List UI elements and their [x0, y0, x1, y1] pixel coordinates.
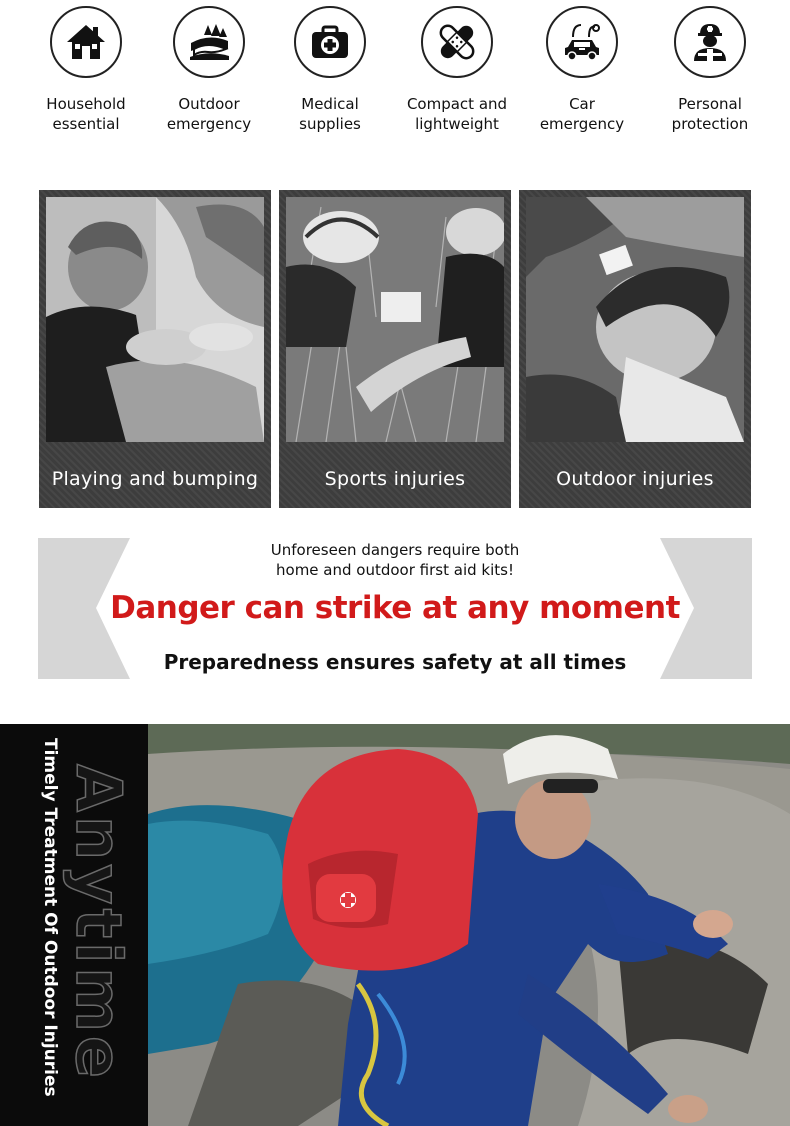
- hero-photo-climber: [148, 724, 790, 1126]
- hero-big-word: Anytime: [62, 764, 135, 1083]
- feature-label: Car emergency: [539, 95, 625, 133]
- medical-kit-icon: [294, 6, 366, 78]
- scenario-caption: Playing and bumping: [51, 468, 259, 490]
- car-stethoscope-icon: [546, 6, 618, 78]
- feature-compact: [397, 6, 517, 134]
- banner-tagline: Preparedness ensures safety at all times: [163, 650, 627, 674]
- house-icon: [50, 6, 122, 78]
- scenario-card-sports: [279, 190, 511, 508]
- scenario-card-outdoor: [519, 190, 751, 508]
- rescuer-icon: [674, 6, 746, 78]
- feature-label: Medical supplies: [299, 95, 361, 133]
- photo-head-wound-dressing: [526, 197, 744, 442]
- feature-outdoor: [149, 6, 269, 134]
- feature-household: [26, 6, 146, 134]
- scenario-caption: Sports injuries: [324, 468, 466, 490]
- scenario-card-playing: [39, 190, 271, 508]
- scenario-caption: Outdoor injuries: [556, 468, 714, 490]
- hero-side-panel: [0, 724, 148, 1126]
- outdoor-landscape-icon: [173, 6, 245, 78]
- feature-icons-row: [0, 0, 790, 150]
- feature-medical: [270, 6, 390, 134]
- banner-subtitle: Unforeseen dangers require both home and outdoor first aid kits!: [270, 541, 520, 579]
- feature-car: [522, 6, 642, 134]
- photo-child-knee-injury: [46, 197, 264, 442]
- photo-cyclist-leg-injury: [286, 197, 504, 442]
- feature-personal: [650, 6, 770, 134]
- feature-label: Household essential: [46, 95, 126, 133]
- bandage-icon: [421, 6, 493, 78]
- hero-side-text: Timely Treatment Of Outdoor Injuries: [40, 738, 60, 1097]
- feature-label: Compact and lightweight: [406, 95, 508, 133]
- danger-banner: [38, 538, 752, 679]
- banner-headline: Danger can strike at any moment: [110, 590, 680, 626]
- feature-label: Personal protection: [671, 95, 749, 133]
- feature-label: Outdoor emergency: [166, 95, 252, 133]
- hero-section: [0, 724, 790, 1126]
